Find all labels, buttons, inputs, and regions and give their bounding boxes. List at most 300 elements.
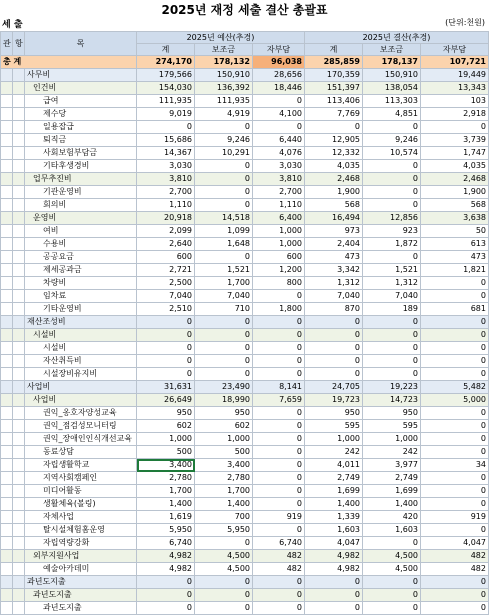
value-cell[interactable]: 4,011 bbox=[305, 459, 363, 472]
value-cell[interactable]: 154,030 bbox=[137, 82, 195, 95]
value-cell[interactable]: 20,918 bbox=[137, 212, 195, 225]
hang-cell[interactable] bbox=[13, 316, 25, 329]
row-label-cell[interactable]: 운영비 bbox=[25, 212, 137, 225]
value-cell[interactable]: 0 bbox=[253, 459, 305, 472]
value-cell[interactable]: 0 bbox=[253, 121, 305, 134]
value-cell[interactable]: 6,740 bbox=[137, 537, 195, 550]
value-cell[interactable]: 9,246 bbox=[363, 134, 421, 147]
value-cell[interactable]: 710 bbox=[195, 303, 253, 316]
value-cell[interactable]: 0 bbox=[253, 342, 305, 355]
hang-cell[interactable] bbox=[13, 498, 25, 511]
value-cell[interactable]: 0 bbox=[363, 173, 421, 186]
value-cell[interactable]: 0 bbox=[363, 342, 421, 355]
gwan-cell[interactable] bbox=[1, 173, 13, 186]
value-cell[interactable]: 13,343 bbox=[421, 82, 489, 95]
value-cell[interactable]: 1,339 bbox=[305, 511, 363, 524]
row-label-cell[interactable]: 여비 bbox=[25, 225, 137, 238]
value-cell[interactable]: 1,000 bbox=[305, 433, 363, 446]
value-cell[interactable]: 973 bbox=[305, 225, 363, 238]
value-cell[interactable]: 0 bbox=[421, 355, 489, 368]
row-label-cell[interactable]: 기타후생경비 bbox=[25, 160, 137, 173]
value-cell[interactable]: 0 bbox=[137, 368, 195, 381]
gwan-cell[interactable] bbox=[1, 550, 13, 563]
value-cell[interactable]: 136,392 bbox=[195, 82, 253, 95]
hang-cell[interactable] bbox=[13, 290, 25, 303]
value-cell[interactable]: 2,780 bbox=[137, 472, 195, 485]
value-cell[interactable]: 595 bbox=[305, 420, 363, 433]
value-cell[interactable]: 2,500 bbox=[137, 277, 195, 290]
hang-cell[interactable] bbox=[13, 251, 25, 264]
value-cell[interactable]: 1,700 bbox=[195, 277, 253, 290]
value-cell[interactable]: 0 bbox=[305, 121, 363, 134]
hang-cell[interactable] bbox=[13, 381, 25, 394]
value-cell[interactable]: 420 bbox=[363, 511, 421, 524]
row-label-cell[interactable]: 총 계 bbox=[1, 56, 137, 69]
gwan-cell[interactable] bbox=[1, 303, 13, 316]
hang-cell[interactable] bbox=[13, 108, 25, 121]
value-cell[interactable]: 1,900 bbox=[421, 186, 489, 199]
value-cell[interactable]: 0 bbox=[305, 329, 363, 342]
gwan-cell[interactable] bbox=[1, 537, 13, 550]
value-cell[interactable]: 2,780 bbox=[195, 472, 253, 485]
gwan-cell[interactable] bbox=[1, 342, 13, 355]
gwan-cell[interactable] bbox=[1, 446, 13, 459]
value-cell[interactable]: 0 bbox=[253, 329, 305, 342]
value-cell[interactable]: 1,747 bbox=[421, 147, 489, 160]
gwan-cell[interactable] bbox=[1, 277, 13, 290]
value-cell[interactable]: 482 bbox=[421, 550, 489, 563]
gwan-cell[interactable] bbox=[1, 329, 13, 342]
value-cell[interactable]: 4,500 bbox=[195, 550, 253, 563]
hang-cell[interactable] bbox=[13, 537, 25, 550]
value-cell[interactable]: 482 bbox=[253, 550, 305, 563]
value-cell[interactable]: 0 bbox=[253, 485, 305, 498]
value-cell[interactable]: 31,631 bbox=[137, 381, 195, 394]
row-label-cell[interactable]: 권익_옹호자양성교육 bbox=[25, 407, 137, 420]
value-cell[interactable]: 1,872 bbox=[363, 238, 421, 251]
value-cell[interactable]: 482 bbox=[421, 563, 489, 576]
value-cell[interactable]: 1,000 bbox=[253, 225, 305, 238]
hang-cell[interactable] bbox=[13, 69, 25, 82]
value-cell[interactable]: 0 bbox=[195, 121, 253, 134]
value-cell[interactable]: 0 bbox=[253, 524, 305, 537]
value-cell[interactable]: 0 bbox=[253, 446, 305, 459]
row-label-cell[interactable]: 자립생활학교 bbox=[25, 459, 137, 472]
value-cell[interactable]: 1,699 bbox=[363, 485, 421, 498]
value-cell[interactable]: 2,099 bbox=[137, 225, 195, 238]
hang-cell[interactable] bbox=[13, 329, 25, 342]
hang-cell[interactable] bbox=[13, 225, 25, 238]
gwan-cell[interactable] bbox=[1, 186, 13, 199]
value-cell[interactable]: 2,749 bbox=[305, 472, 363, 485]
value-cell[interactable]: 1,200 bbox=[253, 264, 305, 277]
value-cell[interactable]: 2,749 bbox=[363, 472, 421, 485]
value-cell[interactable]: 28,656 bbox=[253, 69, 305, 82]
gwan-cell[interactable] bbox=[1, 225, 13, 238]
value-cell[interactable]: 189 bbox=[363, 303, 421, 316]
value-cell[interactable]: 274,170 bbox=[137, 56, 195, 69]
value-cell[interactable]: 0 bbox=[137, 576, 195, 589]
value-cell[interactable]: 0 bbox=[421, 316, 489, 329]
row-label-cell[interactable]: 시설비 bbox=[25, 342, 137, 355]
value-cell[interactable]: 4,982 bbox=[137, 563, 195, 576]
value-cell[interactable]: 1,619 bbox=[137, 511, 195, 524]
value-cell[interactable]: 4,982 bbox=[305, 550, 363, 563]
value-cell[interactable]: 602 bbox=[137, 420, 195, 433]
value-cell[interactable]: 919 bbox=[421, 511, 489, 524]
value-cell[interactable]: 113,406 bbox=[305, 95, 363, 108]
value-cell[interactable]: 473 bbox=[421, 251, 489, 264]
value-cell[interactable]: 24,705 bbox=[305, 381, 363, 394]
hang-cell[interactable] bbox=[13, 576, 25, 589]
hang-cell[interactable] bbox=[13, 147, 25, 160]
value-cell[interactable]: 1,603 bbox=[305, 524, 363, 537]
value-cell[interactable]: 0 bbox=[195, 355, 253, 368]
value-cell[interactable]: 950 bbox=[305, 407, 363, 420]
value-cell[interactable]: 568 bbox=[421, 199, 489, 212]
value-cell[interactable]: 0 bbox=[363, 199, 421, 212]
row-label-cell[interactable]: 퇴직금 bbox=[25, 134, 137, 147]
value-cell[interactable]: 242 bbox=[363, 446, 421, 459]
hang-cell[interactable] bbox=[13, 160, 25, 173]
row-label-cell[interactable]: 회의비 bbox=[25, 199, 137, 212]
value-cell[interactable]: 4,982 bbox=[137, 550, 195, 563]
value-cell[interactable]: 1,110 bbox=[137, 199, 195, 212]
gwan-cell[interactable] bbox=[1, 121, 13, 134]
value-cell[interactable]: 0 bbox=[195, 537, 253, 550]
value-cell[interactable]: 0 bbox=[137, 355, 195, 368]
value-cell[interactable]: 2,468 bbox=[421, 173, 489, 186]
gwan-cell[interactable] bbox=[1, 199, 13, 212]
value-cell[interactable]: 0 bbox=[363, 537, 421, 550]
gwan-cell[interactable] bbox=[1, 589, 13, 602]
value-cell[interactable]: 14,723 bbox=[363, 394, 421, 407]
gwan-cell[interactable] bbox=[1, 160, 13, 173]
gwan-cell[interactable] bbox=[1, 368, 13, 381]
value-cell[interactable]: 1,110 bbox=[253, 199, 305, 212]
row-label-cell[interactable]: 지역사회캠페인 bbox=[25, 472, 137, 485]
row-label-cell[interactable]: 미디어활동 bbox=[25, 485, 137, 498]
gwan-cell[interactable] bbox=[1, 394, 13, 407]
value-cell[interactable]: 1,821 bbox=[421, 264, 489, 277]
value-cell[interactable]: 7,040 bbox=[305, 290, 363, 303]
value-cell[interactable]: 0 bbox=[195, 329, 253, 342]
value-cell[interactable]: 0 bbox=[305, 576, 363, 589]
value-cell[interactable]: 800 bbox=[253, 277, 305, 290]
value-cell[interactable]: 4,919 bbox=[195, 108, 253, 121]
value-cell[interactable]: 96,038 bbox=[253, 56, 305, 69]
value-cell[interactable]: 50 bbox=[421, 225, 489, 238]
gwan-cell[interactable] bbox=[1, 212, 13, 225]
value-cell[interactable]: 4,500 bbox=[363, 563, 421, 576]
value-cell[interactable]: 150,910 bbox=[363, 69, 421, 82]
value-cell[interactable]: 7,040 bbox=[363, 290, 421, 303]
value-cell[interactable]: 151,397 bbox=[305, 82, 363, 95]
value-cell[interactable]: 5,950 bbox=[137, 524, 195, 537]
value-cell[interactable]: 600 bbox=[137, 251, 195, 264]
hang-cell[interactable] bbox=[13, 407, 25, 420]
row-label-cell[interactable]: 업무추진비 bbox=[25, 173, 137, 186]
hang-cell[interactable] bbox=[13, 342, 25, 355]
value-cell[interactable]: 10,574 bbox=[363, 147, 421, 160]
hang-cell[interactable] bbox=[13, 459, 25, 472]
value-cell[interactable]: 0 bbox=[195, 199, 253, 212]
value-cell[interactable]: 0 bbox=[305, 368, 363, 381]
row-label-cell[interactable]: 사업비 bbox=[25, 394, 137, 407]
value-cell[interactable]: 8,141 bbox=[253, 381, 305, 394]
selected-cell[interactable]: 3,400 bbox=[137, 459, 195, 472]
value-cell[interactable]: 613 bbox=[421, 238, 489, 251]
row-label-cell[interactable]: 과년도지출 bbox=[25, 576, 137, 589]
value-cell[interactable]: 3,739 bbox=[421, 134, 489, 147]
hang-cell[interactable] bbox=[13, 82, 25, 95]
value-cell[interactable]: 0 bbox=[253, 420, 305, 433]
value-cell[interactable]: 7,040 bbox=[195, 290, 253, 303]
row-label-cell[interactable]: 차량비 bbox=[25, 277, 137, 290]
row-label-cell[interactable]: 기관운영비 bbox=[25, 186, 137, 199]
value-cell[interactable]: 178,137 bbox=[363, 56, 421, 69]
gwan-cell[interactable] bbox=[1, 82, 13, 95]
value-cell[interactable]: 0 bbox=[421, 498, 489, 511]
value-cell[interactable]: 0 bbox=[195, 342, 253, 355]
value-cell[interactable]: 0 bbox=[305, 316, 363, 329]
gwan-cell[interactable] bbox=[1, 576, 13, 589]
value-cell[interactable]: 138,054 bbox=[363, 82, 421, 95]
value-cell[interactable]: 18,446 bbox=[253, 82, 305, 95]
value-cell[interactable]: 0 bbox=[421, 446, 489, 459]
value-cell[interactable]: 1,603 bbox=[363, 524, 421, 537]
value-cell[interactable]: 7,769 bbox=[305, 108, 363, 121]
value-cell[interactable]: 7,659 bbox=[253, 394, 305, 407]
value-cell[interactable]: 923 bbox=[363, 225, 421, 238]
row-label-cell[interactable]: 사회보험부담금 bbox=[25, 147, 137, 160]
value-cell[interactable]: 4,076 bbox=[253, 147, 305, 160]
value-cell[interactable]: 2,700 bbox=[137, 186, 195, 199]
gwan-cell[interactable] bbox=[1, 134, 13, 147]
value-cell[interactable]: 0 bbox=[137, 342, 195, 355]
value-cell[interactable]: 0 bbox=[137, 329, 195, 342]
value-cell[interactable]: 0 bbox=[421, 290, 489, 303]
value-cell[interactable]: 950 bbox=[195, 407, 253, 420]
hang-cell[interactable] bbox=[13, 394, 25, 407]
value-cell[interactable]: 12,905 bbox=[305, 134, 363, 147]
value-cell[interactable]: 1,400 bbox=[305, 498, 363, 511]
value-cell[interactable]: 0 bbox=[421, 121, 489, 134]
hang-cell[interactable] bbox=[13, 95, 25, 108]
gwan-cell[interactable] bbox=[1, 264, 13, 277]
value-cell[interactable]: 26,649 bbox=[137, 394, 195, 407]
value-cell[interactable]: 242 bbox=[305, 446, 363, 459]
value-cell[interactable]: 0 bbox=[363, 576, 421, 589]
hang-cell[interactable] bbox=[13, 446, 25, 459]
value-cell[interactable]: 1,900 bbox=[305, 186, 363, 199]
value-cell[interactable]: 6,440 bbox=[253, 134, 305, 147]
row-label-cell[interactable]: 수용비 bbox=[25, 238, 137, 251]
value-cell[interactable]: 0 bbox=[195, 368, 253, 381]
value-cell[interactable]: 0 bbox=[363, 316, 421, 329]
value-cell[interactable]: 0 bbox=[253, 95, 305, 108]
value-cell[interactable]: 0 bbox=[305, 355, 363, 368]
value-cell[interactable]: 0 bbox=[421, 433, 489, 446]
value-cell[interactable]: 5,000 bbox=[421, 394, 489, 407]
gwan-cell[interactable] bbox=[1, 420, 13, 433]
value-cell[interactable]: 1,000 bbox=[195, 433, 253, 446]
value-cell[interactable]: 0 bbox=[421, 602, 489, 615]
value-cell[interactable]: 1,312 bbox=[305, 277, 363, 290]
value-cell[interactable]: 0 bbox=[253, 472, 305, 485]
row-label-cell[interactable]: 제수당 bbox=[25, 108, 137, 121]
value-cell[interactable]: 3,030 bbox=[137, 160, 195, 173]
value-cell[interactable]: 600 bbox=[253, 251, 305, 264]
value-cell[interactable]: 0 bbox=[421, 524, 489, 537]
value-cell[interactable]: 34 bbox=[421, 459, 489, 472]
value-cell[interactable]: 4,035 bbox=[305, 160, 363, 173]
gwan-cell[interactable] bbox=[1, 563, 13, 576]
gwan-cell[interactable] bbox=[1, 485, 13, 498]
gwan-cell[interactable] bbox=[1, 69, 13, 82]
value-cell[interactable]: 0 bbox=[137, 121, 195, 134]
value-cell[interactable]: 950 bbox=[137, 407, 195, 420]
hang-cell[interactable] bbox=[13, 524, 25, 537]
value-cell[interactable]: 0 bbox=[253, 576, 305, 589]
value-cell[interactable]: 2,510 bbox=[137, 303, 195, 316]
hang-cell[interactable] bbox=[13, 134, 25, 147]
value-cell[interactable]: 0 bbox=[253, 316, 305, 329]
value-cell[interactable]: 6,740 bbox=[253, 537, 305, 550]
value-cell[interactable]: 0 bbox=[363, 160, 421, 173]
row-label-cell[interactable]: 자립역량강화 bbox=[25, 537, 137, 550]
value-cell[interactable]: 602 bbox=[195, 420, 253, 433]
value-cell[interactable]: 3,400 bbox=[195, 459, 253, 472]
row-label-cell[interactable]: 자체사업 bbox=[25, 511, 137, 524]
row-label-cell[interactable]: 권익_장애인인식개선교육 bbox=[25, 433, 137, 446]
hang-cell[interactable] bbox=[13, 173, 25, 186]
value-cell[interactable]: 0 bbox=[363, 355, 421, 368]
row-label-cell[interactable]: 권익_점검성모니터링 bbox=[25, 420, 137, 433]
value-cell[interactable]: 19,723 bbox=[305, 394, 363, 407]
value-cell[interactable]: 0 bbox=[421, 407, 489, 420]
value-cell[interactable]: 500 bbox=[195, 446, 253, 459]
value-cell[interactable]: 1,000 bbox=[137, 433, 195, 446]
gwan-cell[interactable] bbox=[1, 108, 13, 121]
gwan-cell[interactable] bbox=[1, 251, 13, 264]
value-cell[interactable]: 0 bbox=[195, 316, 253, 329]
row-label-cell[interactable]: 과년도지출 bbox=[25, 589, 137, 602]
value-cell[interactable]: 681 bbox=[421, 303, 489, 316]
value-cell[interactable]: 3,638 bbox=[421, 212, 489, 225]
gwan-cell[interactable] bbox=[1, 472, 13, 485]
value-cell[interactable]: 4,982 bbox=[305, 563, 363, 576]
value-cell[interactable]: 111,935 bbox=[137, 95, 195, 108]
hang-cell[interactable] bbox=[13, 355, 25, 368]
value-cell[interactable]: 5,950 bbox=[195, 524, 253, 537]
hang-cell[interactable] bbox=[13, 238, 25, 251]
value-cell[interactable]: 0 bbox=[195, 160, 253, 173]
value-cell[interactable]: 14,518 bbox=[195, 212, 253, 225]
value-cell[interactable]: 2,721 bbox=[137, 264, 195, 277]
value-cell[interactable]: 18,990 bbox=[195, 394, 253, 407]
value-cell[interactable]: 0 bbox=[421, 589, 489, 602]
value-cell[interactable]: 4,500 bbox=[363, 550, 421, 563]
row-label-cell[interactable]: 시설장비유지비 bbox=[25, 368, 137, 381]
value-cell[interactable]: 0 bbox=[253, 498, 305, 511]
value-cell[interactable]: 9,246 bbox=[195, 134, 253, 147]
value-cell[interactable]: 19,449 bbox=[421, 69, 489, 82]
value-cell[interactable]: 0 bbox=[305, 342, 363, 355]
value-cell[interactable]: 700 bbox=[195, 511, 253, 524]
gwan-cell[interactable] bbox=[1, 459, 13, 472]
value-cell[interactable]: 19,223 bbox=[363, 381, 421, 394]
row-label-cell[interactable]: 시설비 bbox=[25, 329, 137, 342]
hang-cell[interactable] bbox=[13, 485, 25, 498]
value-cell[interactable]: 1,400 bbox=[195, 498, 253, 511]
value-cell[interactable]: 4,500 bbox=[195, 563, 253, 576]
value-cell[interactable]: 0 bbox=[253, 602, 305, 615]
value-cell[interactable]: 12,856 bbox=[363, 212, 421, 225]
gwan-cell[interactable] bbox=[1, 407, 13, 420]
value-cell[interactable]: 0 bbox=[421, 329, 489, 342]
value-cell[interactable]: 1,099 bbox=[195, 225, 253, 238]
value-cell[interactable]: 170,359 bbox=[305, 69, 363, 82]
gwan-cell[interactable] bbox=[1, 147, 13, 160]
hang-cell[interactable] bbox=[13, 589, 25, 602]
value-cell[interactable]: 23,490 bbox=[195, 381, 253, 394]
row-label-cell[interactable]: 기타운영비 bbox=[25, 303, 137, 316]
row-label-cell[interactable]: 일용잡급 bbox=[25, 121, 137, 134]
row-label-cell[interactable]: 예술아카데미 bbox=[25, 563, 137, 576]
value-cell[interactable]: 473 bbox=[305, 251, 363, 264]
value-cell[interactable]: 4,047 bbox=[421, 537, 489, 550]
value-cell[interactable]: 0 bbox=[253, 407, 305, 420]
value-cell[interactable]: 9,019 bbox=[137, 108, 195, 121]
value-cell[interactable]: 0 bbox=[253, 355, 305, 368]
gwan-cell[interactable] bbox=[1, 511, 13, 524]
value-cell[interactable]: 15,686 bbox=[137, 134, 195, 147]
gwan-cell[interactable] bbox=[1, 95, 13, 108]
value-cell[interactable]: 0 bbox=[421, 277, 489, 290]
hang-cell[interactable] bbox=[13, 550, 25, 563]
value-cell[interactable]: 1,521 bbox=[363, 264, 421, 277]
value-cell[interactable]: 3,810 bbox=[253, 173, 305, 186]
value-cell[interactable]: 500 bbox=[137, 446, 195, 459]
value-cell[interactable]: 4,047 bbox=[305, 537, 363, 550]
value-cell[interactable]: 1,700 bbox=[195, 485, 253, 498]
value-cell[interactable]: 1,400 bbox=[363, 498, 421, 511]
row-label-cell[interactable]: 재산조성비 bbox=[25, 316, 137, 329]
value-cell[interactable]: 179,566 bbox=[137, 69, 195, 82]
row-label-cell[interactable]: 탈시설체험홈운영 bbox=[25, 524, 137, 537]
value-cell[interactable]: 1,312 bbox=[363, 277, 421, 290]
value-cell[interactable]: 10,291 bbox=[195, 147, 253, 160]
value-cell[interactable]: 870 bbox=[305, 303, 363, 316]
value-cell[interactable]: 5,482 bbox=[421, 381, 489, 394]
value-cell[interactable]: 0 bbox=[195, 602, 253, 615]
value-cell[interactable]: 2,404 bbox=[305, 238, 363, 251]
value-cell[interactable]: 113,303 bbox=[363, 95, 421, 108]
value-cell[interactable]: 0 bbox=[195, 186, 253, 199]
value-cell[interactable]: 2,700 bbox=[253, 186, 305, 199]
gwan-cell[interactable] bbox=[1, 238, 13, 251]
value-cell[interactable]: 0 bbox=[421, 472, 489, 485]
hang-cell[interactable] bbox=[13, 199, 25, 212]
value-cell[interactable]: 2,918 bbox=[421, 108, 489, 121]
gwan-cell[interactable] bbox=[1, 381, 13, 394]
hang-cell[interactable] bbox=[13, 420, 25, 433]
value-cell[interactable]: 178,132 bbox=[195, 56, 253, 69]
value-cell[interactable]: 1,400 bbox=[137, 498, 195, 511]
value-cell[interactable]: 107,721 bbox=[421, 56, 489, 69]
value-cell[interactable]: 0 bbox=[195, 589, 253, 602]
